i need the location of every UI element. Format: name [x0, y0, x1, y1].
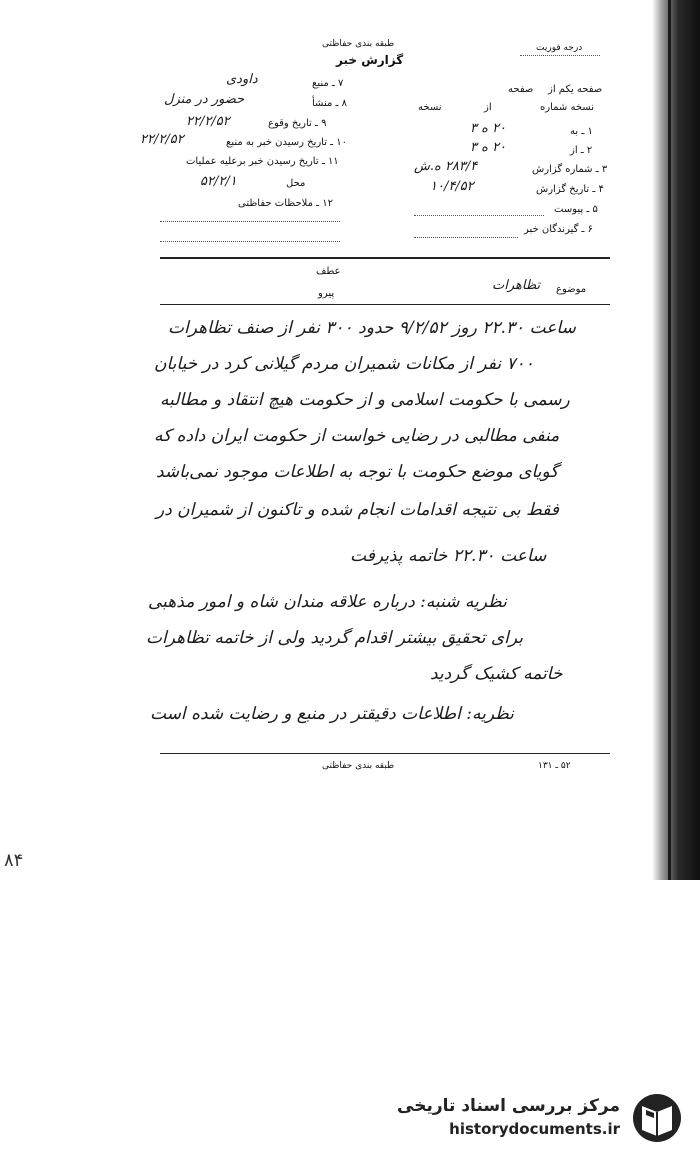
watermark-url: historydocuments.ir — [449, 1120, 620, 1138]
handwritten-line-8: نظریه شنبه: درباره علاقه مندان شاه و امور مذهبی — [148, 592, 507, 612]
handwritten-line-11: نظریه: اطلاعات دقیقتر در منبع و رضایت شده است — [150, 704, 514, 724]
remarks-line-2 — [160, 240, 340, 242]
reference-label: عطف — [316, 266, 341, 277]
field-5-label: ۵ ـ پیوست — [554, 204, 598, 215]
classification-bottom: طبقه بندی حفاظتی — [322, 761, 395, 771]
subject-value: تظاهرات — [492, 278, 541, 293]
field-7-label: ۷ ـ منبع — [312, 78, 344, 89]
recipients-line — [414, 236, 518, 238]
handwritten-line-7: ساعت ۲۲.۳۰ خاتمه پذیرفت — [350, 546, 547, 566]
page-suffix: صفحه — [508, 84, 534, 95]
footer-divider — [160, 753, 610, 754]
watermark-logo-icon — [626, 1092, 688, 1144]
form-code: ۵۲ ـ ۱۳۱ — [538, 761, 571, 771]
handwritten-line-5: گویای موضع حکومت با توجه به اطلاعات موجود نمی‌باشد — [156, 462, 559, 482]
field-8-value: حضور در منزل — [164, 92, 245, 107]
copy-number-label: نسخه شماره — [540, 102, 594, 113]
field-8-label: ۸ ـ منشأ — [312, 98, 348, 109]
field-10-label: ۱۰ ـ تاریخ رسیدن خبر به منبع — [226, 137, 348, 148]
subject-divider — [160, 304, 610, 305]
field-10-value: ۲۲/۲/۵۲ — [140, 132, 184, 147]
field-1-value: ۲۰ ه ۳ — [470, 121, 507, 136]
field-4-value: ۱۰/۴/۵۲ — [430, 179, 474, 194]
watermark-name: مرکز بررسی اسناد تاریخی — [397, 1096, 620, 1116]
handwritten-line-10: خاتمه کشیک گردید — [430, 664, 563, 684]
field-2-label: ۲ ـ از — [570, 145, 593, 156]
remarks-line-1 — [160, 220, 340, 222]
field-9-label: ۹ ـ تاریخ وقوع — [268, 118, 327, 129]
field-1-label: ۱ ـ به — [570, 126, 593, 137]
field-2-value: ۲۰ ه ۳ — [470, 140, 507, 155]
field-4-label: ۴ ـ تاریخ گزارش — [536, 184, 604, 195]
field-3-value: ۲۸۳/۴ ه.ش — [414, 159, 478, 174]
field-7-value: داودی — [226, 72, 258, 87]
page-label: صفحه یکم از — [548, 84, 603, 95]
attachment-line — [414, 214, 544, 216]
handwritten-line-1: ساعت ۲۲.۳۰ روز ۹/۲/۵۲ حدود ۳۰۰ نفر از صنف تظاهرات — [168, 318, 576, 338]
header-divider — [160, 257, 610, 259]
urgency-label: درجه فوریت — [536, 43, 583, 53]
copy-suffix: نسخه — [418, 102, 442, 113]
followup-label: پیرو — [318, 288, 335, 299]
place-value: ۵۲/۲/۱ — [200, 174, 237, 189]
field-6-label: ۶ ـ گیرندگان خبر — [524, 224, 594, 235]
form-title: گزارش خبر — [336, 53, 404, 67]
handwritten-line-2: ۷۰۰ نفر از مکانات شمیران مردم گیلانی کرد در خیابان — [154, 354, 534, 374]
handwritten-line-9: برای تحقیق بیشتر اقدام گردید ولی از خاتمه تظاهرات — [146, 628, 524, 648]
classification-top: طبقه بندی حفاظتی — [322, 39, 395, 49]
field-3-label: ۳ ـ شماره گزارش — [532, 164, 608, 175]
subject-label: موضوع — [556, 284, 587, 295]
copy-from-label: از — [484, 102, 492, 113]
place-label: محل — [286, 178, 306, 189]
field-12-label: ۱۲ ـ ملاحظات حفاظتی — [238, 198, 333, 209]
field-11-label: ۱۱ ـ تاریخ رسیدن خبر برعلیه عملیات — [186, 156, 339, 167]
field-9-value: ۲۲/۲/۵۲ — [186, 114, 230, 129]
margin-note: ۸۴ — [4, 850, 24, 871]
page-edge-line — [668, 0, 671, 880]
handwritten-line-6: فقط بی نتیجه اقدامات انجام شده و تاکنون از شمیران در — [156, 500, 559, 520]
handwritten-line-4: منفی مطالبی در رضایی خواست از حکومت ایران داده که — [154, 426, 560, 446]
urgency-line — [520, 54, 600, 56]
handwritten-line-3: رسمی با حکومت اسلامی و از حکومت هیچ انتقاد و مطالبه — [160, 390, 570, 410]
